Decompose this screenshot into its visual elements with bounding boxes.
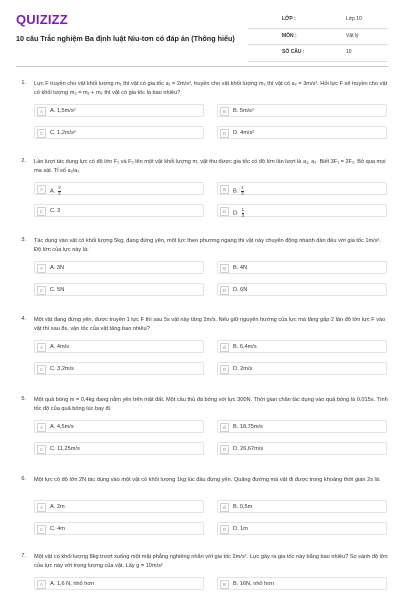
answer-option-d[interactable] (217, 522, 387, 535)
option-letter-box: B (220, 107, 229, 116)
option-text (233, 186, 244, 196)
question-number: 6. (21, 476, 26, 482)
option-text (50, 526, 65, 532)
option-text (50, 287, 64, 293)
option-label: A. 4,5m/s (50, 424, 74, 430)
option-text (233, 504, 252, 510)
option-label: D. 26,67m/s (233, 446, 264, 452)
option-letter-box: B (220, 185, 229, 194)
option-label: B. 18,75m/s (233, 424, 263, 430)
fraction (58, 186, 60, 196)
option-text (50, 344, 69, 350)
answer-option-b[interactable] (217, 261, 387, 274)
option-label: A. (50, 188, 56, 195)
option-text (50, 186, 61, 196)
fraction (242, 208, 244, 218)
question-text: Lần lượt tác dụng lực có độ lớn F₁ và F₂ lên một vật khối lượng m, vật thu được gia tốc có độ lớn lần lượt là a₁, a₂. Biết 3F₁ = 2F₂. Bỏ qua mọi ma sát. Tỉ số a₂/a₁ (34, 159, 386, 174)
answer-option-d[interactable] (217, 283, 387, 296)
meta-info-box (248, 12, 388, 62)
option-letter-box: C (37, 286, 46, 295)
option-letter-box: A (37, 580, 46, 589)
answer-option-c[interactable] (34, 362, 204, 375)
answer-option-d[interactable] (217, 204, 387, 217)
answer-option-a[interactable] (34, 182, 204, 195)
page-title: 10 câu Trắc nghiệm Ba định luật Niu-tơn có đáp án (Thông hiểu) (16, 34, 235, 43)
option-letter-box: C (37, 129, 46, 138)
option-label: A. 4m/s (50, 344, 69, 350)
fraction-numerator: 3 (58, 185, 61, 190)
option-letter-box: A (37, 503, 46, 512)
option-text (233, 265, 247, 271)
question-number: 7. (21, 553, 26, 559)
option-text (50, 108, 76, 114)
option-text (233, 446, 263, 452)
answer-option-a[interactable] (34, 104, 204, 117)
question-number: 2. (21, 158, 26, 164)
option-letter-box: A (37, 423, 46, 432)
option-label: B. 5m/s² (233, 108, 254, 114)
answer-option-b[interactable] (217, 500, 387, 513)
option-letter-box: A (37, 264, 46, 273)
option-text (50, 581, 94, 587)
question-number: 4. (21, 316, 26, 322)
option-letter-box: D (220, 207, 229, 216)
question-text: Một lực có độ lớn 2N tác dụng vào một vật có khối lượng 1kg lúc đầu đứng yên. Quãng đường mà vật đi được trong khoảng thời gian 2s là: (34, 477, 381, 483)
option-text (233, 366, 252, 372)
answer-option-a[interactable] (34, 500, 204, 513)
option-text (233, 526, 248, 532)
option-label: D. 1m (233, 526, 248, 532)
option-letter-box: A (37, 107, 46, 116)
option-label: C. 3,2m/s (50, 366, 74, 372)
option-label: B. (233, 188, 239, 195)
option-text (50, 446, 80, 452)
meta-row-count (248, 45, 388, 62)
option-text (50, 366, 74, 372)
meta-key: LỚP : (282, 16, 296, 22)
option-label: D. 2m/s (233, 366, 253, 372)
fraction-denominator: 3 (241, 190, 244, 196)
option-label: C. 1,2m/s² (50, 130, 76, 136)
meta-key: SỐ CÂU : (282, 49, 305, 55)
option-letter-box: A (37, 185, 46, 194)
question-text: Một vật có khối lượng 8kg trượt xuống một mặt phẳng nghiêng nhẵn với gia tốc 2m/s². Lực gây ra gia tốc này bằng bao nhiêu? So sánh độ lớn của lực này với trọng lượng của vật. Lấy g = 10m/s² (34, 554, 388, 569)
answer-option-c[interactable] (34, 204, 204, 217)
answer-option-a[interactable] (34, 577, 204, 590)
answer-option-d[interactable] (217, 362, 387, 375)
option-label: D. 4m/s² (233, 130, 255, 136)
option-letter-box: D (220, 445, 229, 454)
answer-option-b[interactable] (217, 340, 387, 353)
answer-option-b[interactable] (217, 577, 387, 590)
quizizz-logo: QUIZIZZ (16, 12, 68, 27)
option-label: A. 3N (50, 265, 64, 271)
answer-option-c[interactable] (34, 283, 204, 296)
option-text (233, 344, 257, 350)
option-label: D. (233, 210, 239, 217)
option-letter-box: C (37, 525, 46, 534)
question-text: Lực F truyền cho vật khối lượng m₁ thì vật có gia tốc a₁ = 2m/s², truyền cho vật khối lượng m₂ thì vật có a₂ = 3m/s². Hỏi lực F sẽ truyền cho vật có khối lượng m₃ = m₁ + m₂ thì vật có gia tốc là bao nhiêu? (34, 81, 388, 96)
answer-option-d[interactable] (217, 126, 387, 139)
question-text: Một vật đang đứng yên, được truyền 1 lực F thì sau 5s vật này tăng 2m/s. Nếu giữ nguyên hướng của lực mà tăng gấp 2 lần độ lớn lực F vào vật thì sau 8s, vận tốc của vật tăng bao nhiêu? (34, 317, 386, 332)
option-text (50, 424, 74, 430)
fraction (241, 186, 243, 196)
option-letter-box: B (220, 503, 229, 512)
option-text (233, 108, 254, 114)
meta-key: MÔN : (282, 32, 297, 39)
answer-option-a[interactable] (34, 420, 204, 433)
option-label: C. 5N (50, 287, 65, 293)
answer-option-c[interactable] (34, 522, 204, 535)
option-text (50, 130, 76, 136)
option-letter-box: C (37, 365, 46, 374)
option-letter-box: A (37, 343, 46, 352)
option-label: B. 16N, nhỏ hơn (233, 581, 274, 587)
fraction-denominator: 3 (241, 212, 244, 218)
option-letter-box: D (220, 365, 229, 374)
option-letter-box: C (37, 445, 46, 454)
option-letter-box: D (220, 286, 229, 295)
option-text (233, 287, 247, 293)
option-text (50, 265, 64, 271)
option-label: C. 4m (50, 526, 65, 532)
answer-option-c[interactable] (34, 126, 204, 139)
answer-option-b[interactable] (217, 420, 387, 433)
answer-option-c[interactable] (34, 442, 204, 455)
option-letter-box: D (220, 129, 229, 138)
meta-value: Lớp 10 (346, 16, 362, 22)
answer-option-b[interactable] (217, 182, 387, 195)
option-text (50, 504, 65, 510)
option-text (233, 424, 263, 430)
option-label: A. 2m (50, 504, 65, 510)
answer-option-a[interactable] (34, 261, 204, 274)
fraction-denominator: 2 (58, 190, 61, 196)
option-text (233, 581, 274, 587)
option-letter-box: D (220, 525, 229, 534)
option-letter-box: B (220, 264, 229, 273)
answer-option-d[interactable] (217, 442, 387, 455)
option-letter-box: B (220, 343, 229, 352)
fraction-numerator: 2 (241, 185, 244, 190)
option-letter-box: B (220, 423, 229, 432)
option-letter-box: B (220, 580, 229, 589)
option-label: B. 0,5m (233, 504, 253, 510)
question-text: Một quả bóng m = 0,4kg đang nằm yên trên mặt đất. Một cầu thủ đá bóng với lực 300N. Thời gian chân tác dụng vào quả bóng là 0,015s. Tính tốc độ của quả bóng lúc bay đi. (34, 397, 388, 412)
meta-value: Vật lý (346, 32, 359, 39)
option-label: A. 1,6 N, nhỏ hơn (50, 581, 95, 587)
meta-row-subject (248, 29, 388, 46)
fraction-numerator: 1 (241, 207, 244, 212)
option-label: A. 1,5m/s² (50, 108, 76, 114)
meta-row-class (248, 12, 388, 29)
answer-option-a[interactable] (34, 340, 204, 353)
question-text: Tác dụng vào vật có khối lượng 5kg, đang đứng yên, một lực theo phương ngang thì vật này chuyển động nhanh dần đều với gia tốc 1m/s². Độ lớn của lực này là: (34, 238, 381, 253)
header-divider (16, 66, 388, 67)
option-label: B. 6,4m/s (233, 344, 257, 350)
meta-value: 10 (346, 49, 352, 55)
option-label: C. 11,25m/s (50, 446, 80, 452)
answer-option-b[interactable] (217, 104, 387, 117)
question-number: 3. (21, 237, 26, 243)
option-text (233, 208, 244, 218)
option-label: B. 4N (233, 265, 247, 271)
option-label: C. 3 (50, 208, 61, 214)
option-label: D. 6N (233, 287, 248, 293)
option-text (233, 130, 254, 136)
question-number: 1. (21, 80, 26, 86)
option-letter-box: C (37, 207, 46, 216)
option-text (50, 208, 60, 214)
question-number: 5. (21, 396, 26, 402)
